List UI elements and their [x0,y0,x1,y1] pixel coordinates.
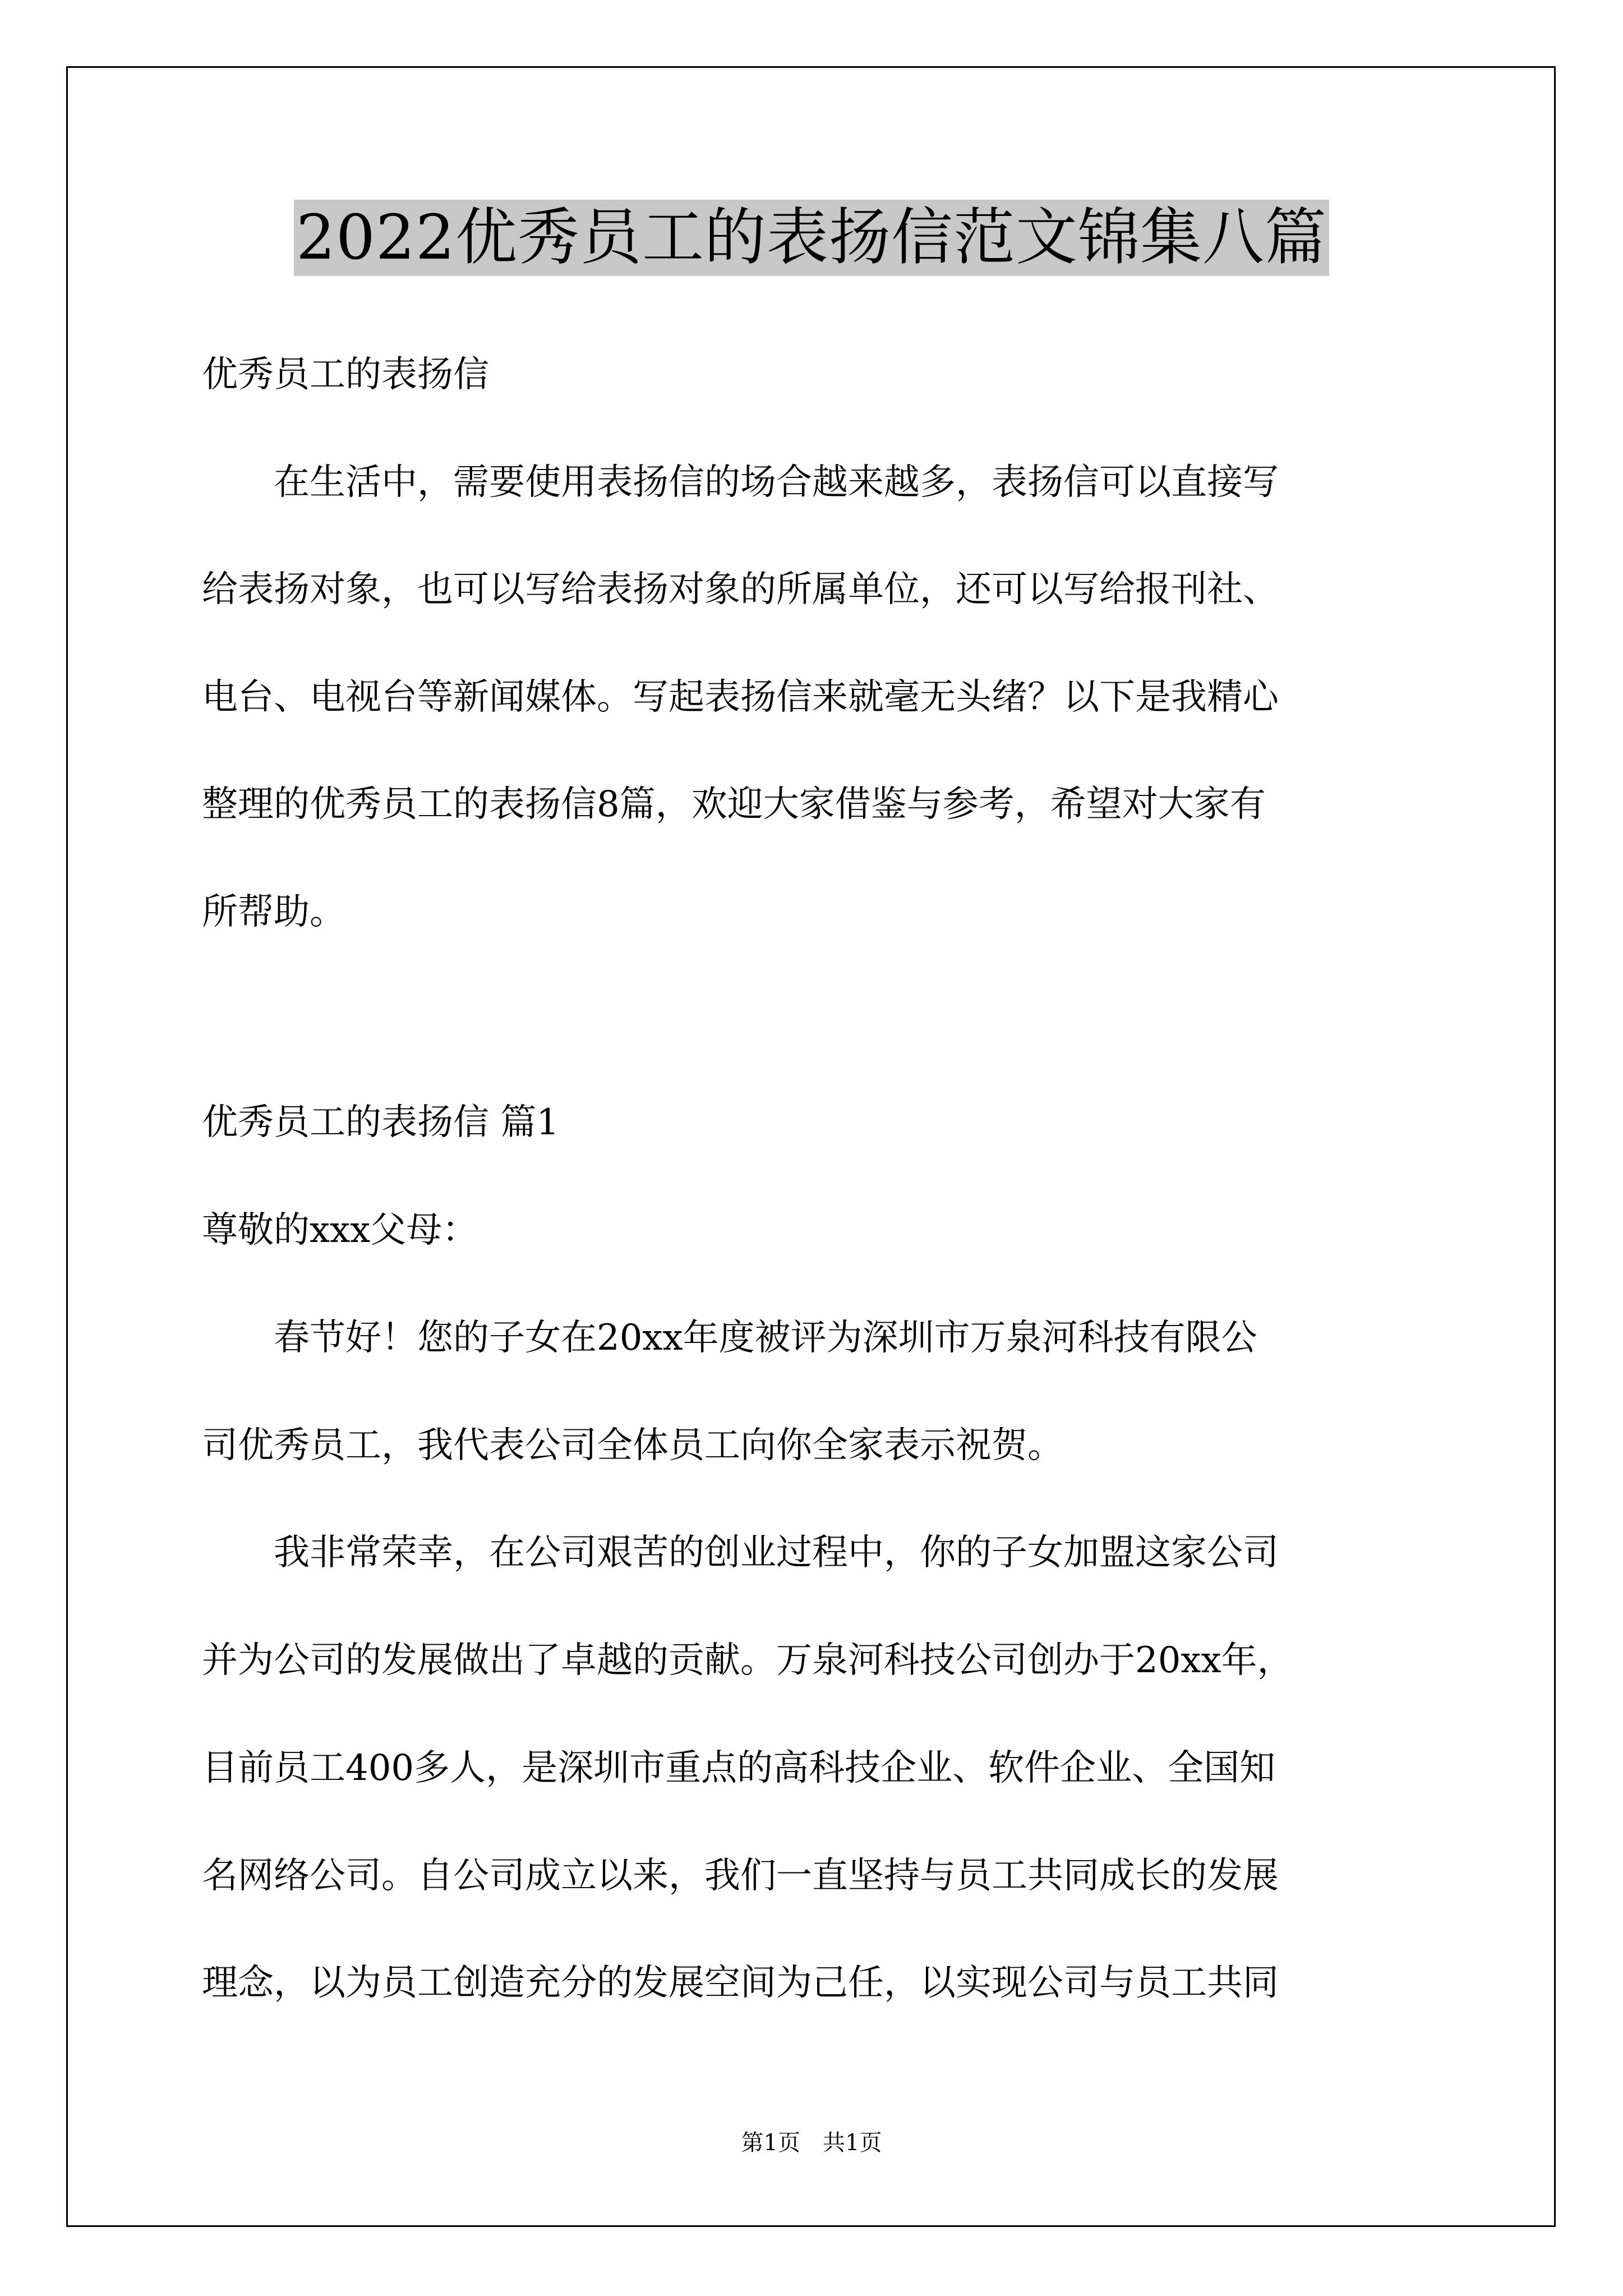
paragraph-line: 整理的优秀员工的表扬信8篇，欢迎大家借鉴与参考，希望对大家有 [202,784,1266,825]
paragraph-line: 给表扬对象，也可以写给表扬对象的所属单位，还可以写给报刊社、 [202,569,1279,610]
salutation-line: 尊敬的xxx父母： [202,1209,478,1251]
paragraph-line: 在生活中，需要使用表扬信的场合越来越多，表扬信可以直接写 [202,462,1279,503]
paragraph-line: 所帮助。 [202,891,345,933]
paragraph-line: 司优秀员工，我代表公司全体员工向你全家表示祝贺。 [202,1425,1063,1466]
document-title [0,200,1623,276]
paragraph-line: 并为公司的发展做出了卓越的贡献。万泉河科技公司创办于20xx年， [202,1640,1293,1681]
paragraph-line: 电台、电视台等新闻媒体。写起表扬信来就毫无头绪？以下是我精心 [202,677,1279,718]
section-heading: 优秀员工的表扬信 [202,354,489,395]
section-heading: 优秀员工的表扬信 篇1 [202,1102,560,1143]
paragraph-line: 目前员工400多人，是深圳市重点的高科技企业、软件企业、全国知 [202,1747,1276,1789]
document-title-text: 2022优秀员工的表扬信范文锦集八篇 [294,200,1329,276]
page-footer: 第1页 共1页 [741,2130,882,2156]
paragraph-line: 我非常荣幸，在公司艰苦的创业过程中，你的子女加盟这家公司 [202,1532,1279,1573]
paragraph-line: 名网络公司。自公司成立以来，我们一直坚持与员工共同成长的发展 [202,1855,1279,1897]
paragraph-line: 理念，以为员工创造充分的发展空间为己任，以实现公司与员工共同 [202,1962,1279,2004]
paragraph-line: 春节好！您的子女在20xx年度被评为深圳市万泉河科技有限公 [202,1317,1257,1359]
